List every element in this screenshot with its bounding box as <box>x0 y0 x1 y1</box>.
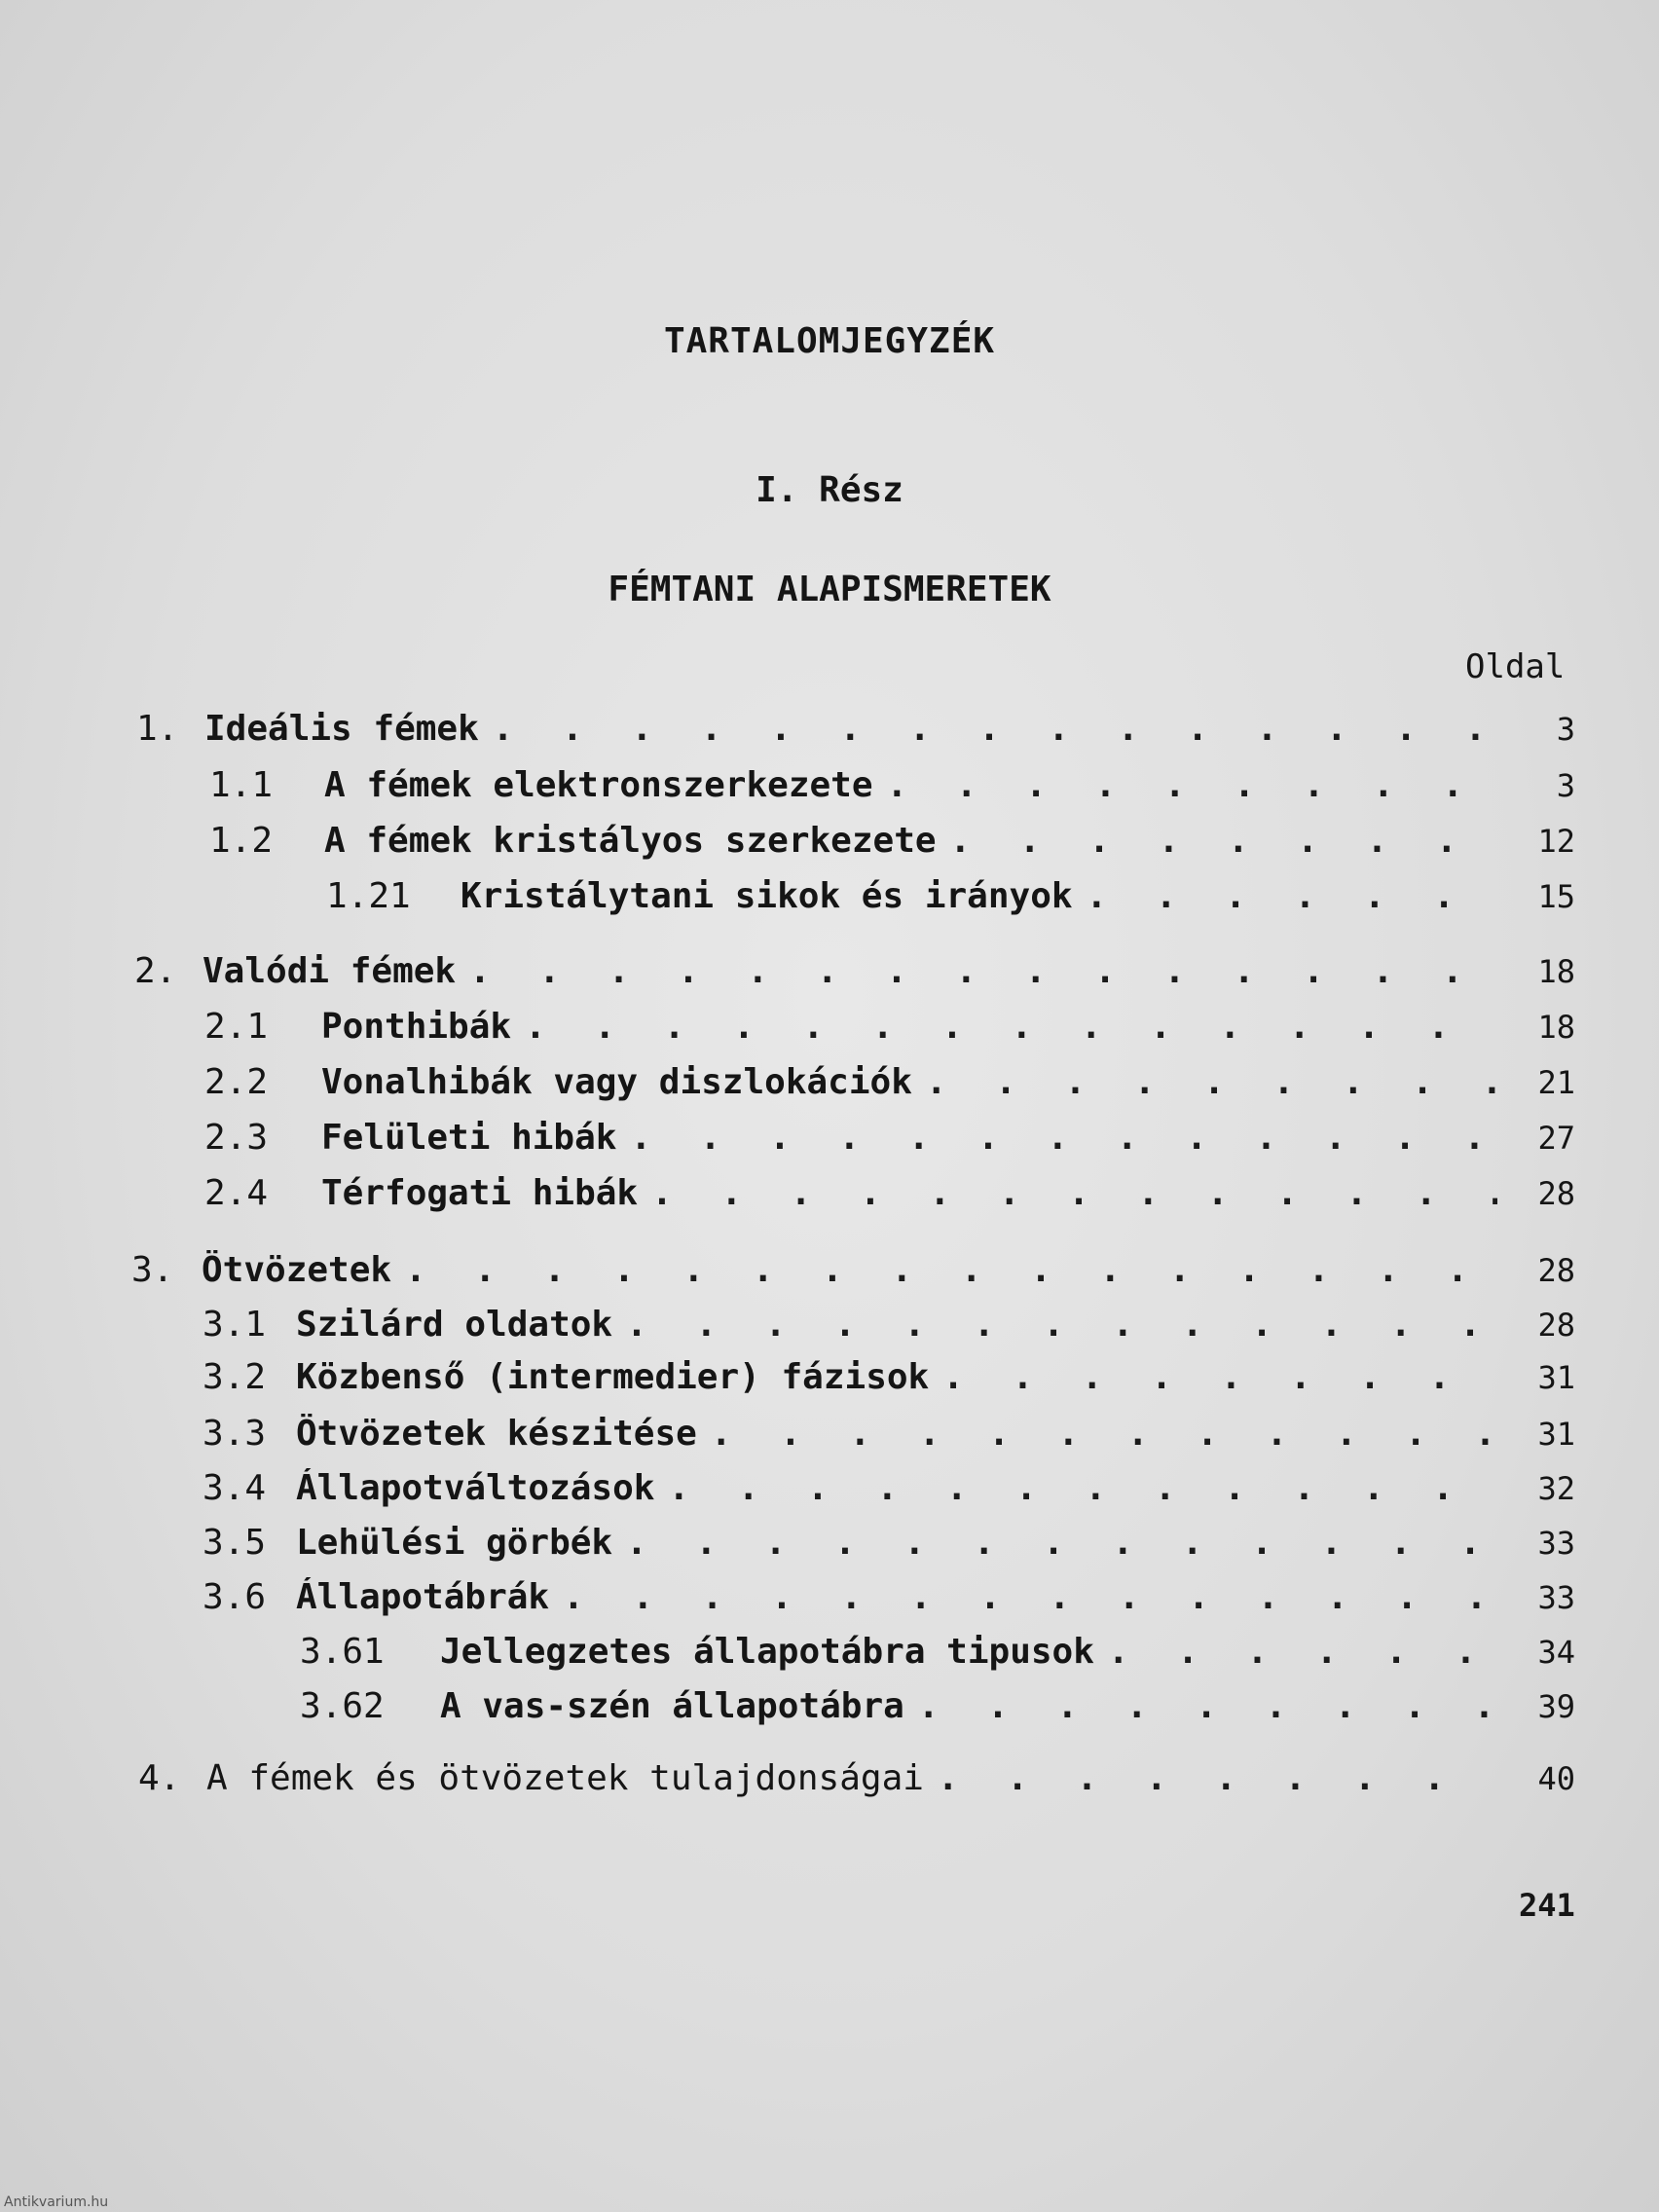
toc-entry <box>209 765 1575 808</box>
toc-entry-label: Szilárd oldatok <box>296 1305 613 1345</box>
toc-entry-label: Valódi fémek <box>203 951 457 991</box>
toc-entry <box>203 1414 1575 1456</box>
toc-entry-number: 1.1 <box>209 765 274 805</box>
toc-entry-page: 32 <box>1537 1470 1575 1507</box>
toc-entry-page: 39 <box>1537 1688 1575 1725</box>
toc-entry-label: Jellegzetes állapotábra tipusok <box>440 1632 1094 1672</box>
toc-entry-page: 3 <box>1556 711 1575 748</box>
toc-entry-label: Térfogati hibák <box>321 1173 639 1213</box>
toc-entry-number: 1. <box>136 709 179 749</box>
toc-entry-number: 3.3 <box>203 1414 267 1454</box>
toc-entry-number: 3. <box>131 1250 174 1290</box>
toc-entry-page: 28 <box>1537 1175 1575 1212</box>
toc-entry-label: Lehülési görbék <box>296 1523 613 1563</box>
dot-leader <box>942 1357 1497 1397</box>
dot-leader <box>668 1468 1497 1508</box>
toc-entry-page: 33 <box>1537 1579 1575 1616</box>
toc-entry-number: 2.3 <box>204 1118 269 1158</box>
toc-entry-number: 3.5 <box>203 1523 267 1563</box>
toc-entry-page: 34 <box>1537 1634 1575 1671</box>
toc-entry-page: 3 <box>1556 767 1575 804</box>
toc-entry-page: 18 <box>1537 1009 1575 1046</box>
toc-entry <box>300 1686 1575 1729</box>
toc-entry-page: 31 <box>1537 1416 1575 1453</box>
toc-entry-page: 31 <box>1537 1359 1575 1396</box>
toc-entry-label: Ötvözetek készitése <box>296 1414 697 1454</box>
toc-entry-label: Ideális fémek <box>204 709 479 749</box>
toc-entry-page: 21 <box>1537 1064 1575 1101</box>
toc-entry-page: 15 <box>1537 878 1575 915</box>
dot-leader <box>950 821 1497 861</box>
dot-leader <box>651 1173 1497 1213</box>
dot-leader <box>918 1686 1497 1726</box>
toc-entry-number: 2.1 <box>204 1007 269 1047</box>
toc-entry <box>203 1305 1575 1347</box>
toc-entry-number: 1.21 <box>326 876 411 916</box>
toc-entry-number: 1.2 <box>209 821 274 861</box>
toc-entry-number: 3.61 <box>300 1632 385 1672</box>
toc-entry <box>204 1173 1575 1216</box>
toc-entry-label: A fémek elektronszerkezete <box>324 765 873 805</box>
toc-entry-label: Vonalhibák vagy diszlokációk <box>321 1062 912 1102</box>
toc-entry-number: 3.62 <box>300 1686 385 1726</box>
toc-entry-number: 3.2 <box>203 1357 267 1397</box>
toc-entry-number: 4. <box>138 1758 181 1798</box>
part-heading: I. Rész <box>756 470 903 510</box>
dot-leader <box>938 1758 1497 1798</box>
dot-leader <box>493 709 1497 749</box>
toc-entry <box>300 1632 1575 1675</box>
dot-leader <box>1108 1632 1497 1672</box>
toc-entry-number: 2.4 <box>204 1173 269 1213</box>
dot-leader <box>926 1062 1497 1102</box>
dot-leader <box>887 765 1497 805</box>
dot-leader <box>630 1118 1497 1158</box>
toc-entry-page: 33 <box>1537 1525 1575 1562</box>
toc-entry-page: 40 <box>1537 1760 1575 1797</box>
toc-entry-number: 2. <box>134 951 177 991</box>
dot-leader <box>626 1523 1497 1563</box>
dot-leader <box>711 1414 1497 1454</box>
toc-entry-label: Felületi hibák <box>321 1118 617 1158</box>
toc-entry <box>326 876 1575 919</box>
toc-entry-label: A fémek és ötvözetek tulajdonságai <box>206 1758 924 1798</box>
toc-entry <box>203 1468 1575 1511</box>
toc-entry <box>138 1758 1575 1801</box>
toc-entry <box>203 1357 1575 1400</box>
dot-leader <box>405 1250 1497 1290</box>
watermark: Antikvarium.hu <box>4 2194 109 2210</box>
dot-leader <box>469 951 1497 991</box>
toc-entry-number: 2.2 <box>204 1062 269 1102</box>
dot-leader <box>563 1577 1497 1617</box>
dot-leader <box>626 1305 1497 1345</box>
section-subtitle: FÉMTANI ALAPISMERETEK <box>608 570 1051 609</box>
toc-entry-label: Állapotváltozások <box>296 1468 655 1508</box>
toc-entry <box>136 709 1575 752</box>
toc-entry <box>204 1007 1575 1050</box>
dot-leader <box>1087 876 1497 916</box>
toc-entry-number: 3.6 <box>203 1577 267 1617</box>
toc-entry-label: A fémek kristályos szerkezete <box>324 821 937 861</box>
toc-entry-page: 18 <box>1537 953 1575 990</box>
toc-entry-label: Állapotábrák <box>296 1577 550 1617</box>
toc-entry-label: Ponthibák <box>321 1007 512 1047</box>
toc-title: TARTALOMJEGYZÉK <box>663 321 996 361</box>
toc-entry-number: 3.4 <box>203 1468 267 1508</box>
toc-entry-label: Közbenső (intermedier) fázisok <box>296 1357 930 1397</box>
toc-entry <box>203 1523 1575 1566</box>
toc-entry-page: 28 <box>1537 1252 1575 1289</box>
toc-entry-label: Ötvözetek <box>202 1250 392 1290</box>
toc-entry-number: 3.1 <box>203 1305 267 1345</box>
page-number: 241 <box>1519 1887 1575 1924</box>
toc-entry-label: A vas-szén állapotábra <box>440 1686 904 1726</box>
toc-entry-page: 12 <box>1537 823 1575 860</box>
toc-entry-page: 27 <box>1537 1120 1575 1157</box>
toc-entry-label: Kristálytani sikok és irányok <box>461 876 1073 916</box>
toc-entry <box>131 1250 1575 1293</box>
toc-entry <box>134 951 1575 994</box>
toc-entry-page: 28 <box>1537 1307 1575 1344</box>
toc-entry <box>203 1577 1575 1620</box>
toc-entry <box>204 1062 1575 1105</box>
dot-leader <box>525 1007 1497 1047</box>
page-column-label: Oldal <box>1465 647 1566 686</box>
toc-entry <box>204 1118 1575 1161</box>
toc-entry <box>209 821 1575 864</box>
